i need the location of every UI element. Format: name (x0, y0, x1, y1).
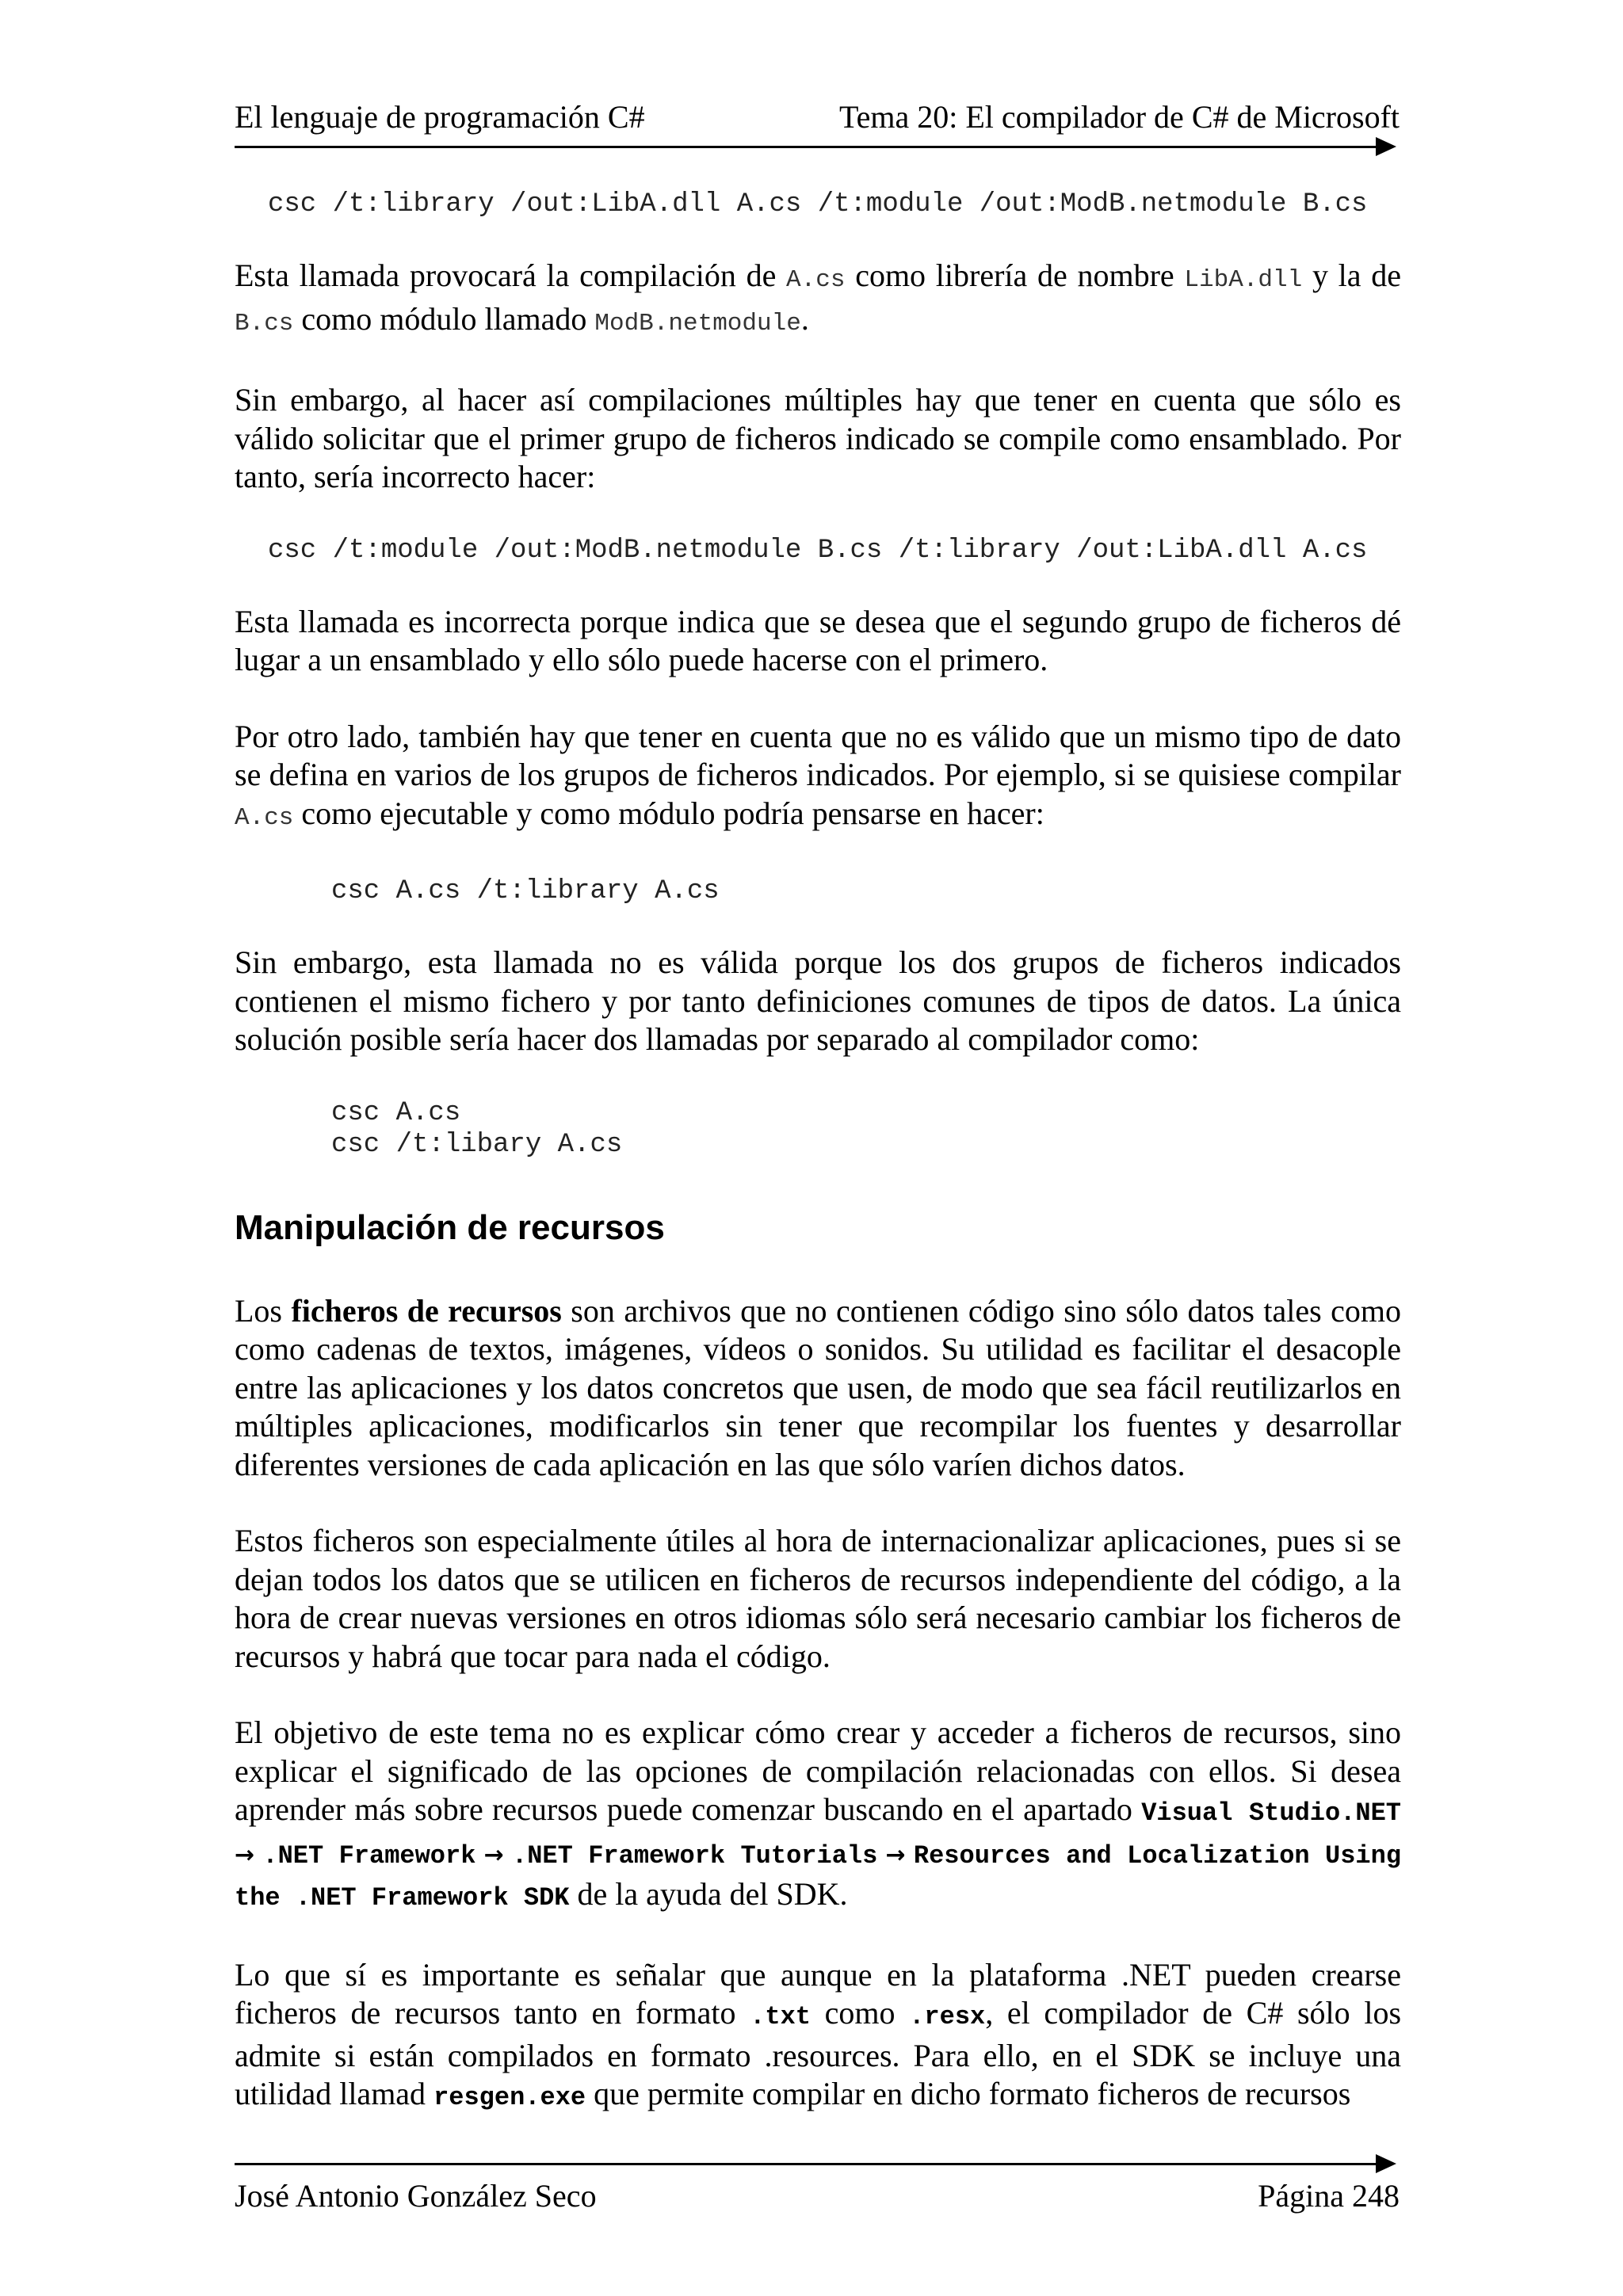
code-block-2: csc /t:module /out:ModB.netmodule B.cs /t:library /out:LibA.dll A.cs (268, 535, 1368, 566)
header-arrow-icon (1376, 137, 1396, 156)
code-block-4: csc A.cs csc /t:libary A.cs (331, 1097, 623, 1160)
inline-code: .resx (909, 2002, 986, 2031)
paragraph-2: Sin embargo, al hacer así compilaciones múltiples hay que tener en cuenta que sólo es válido solicitar que el primer grupo de ficheros indicado se compile como ensamblado. Por tanto, sería incorrecto hacer: (235, 382, 1401, 494)
header-rule (235, 146, 1376, 148)
menu-path-item: .NET Framework Tutorials (512, 1840, 878, 1871)
footer-rule (235, 2163, 1376, 2165)
section-heading: Manipulación de recursos (235, 1207, 665, 1247)
arrow-right-icon: → (483, 1840, 504, 1869)
menu-path-item: Visual Studio.NET (1141, 1798, 1401, 1828)
code-block-3: csc A.cs /t:library A.cs (331, 876, 720, 906)
menu-path-item: .NET Framework (262, 1840, 476, 1871)
paragraph-7: Estos ficheros son especialmente útiles al hora de internacionalizar aplicaciones, pues si se dejan todos los datos que se utilicen en ficheros de recursos independiente del código, a la hora de crear nuevas versiones en otros idiomas sólo será necesario cambiar los ficheros de recursos y habrá que tocar para nada el código. (235, 1523, 1401, 1674)
paragraph-3: Esta llamada es incorrecta porque indica que se desea que el segundo grupo de ficheros dé lugar a un ensamblado y ello sólo puede hacerse con el primero. (235, 603, 1401, 677)
arrow-right-icon: → (235, 1840, 255, 1869)
header-book-title: El lenguaje de programación C# (235, 99, 645, 135)
inline-code: LibA.dll (1184, 266, 1303, 294)
footer-author: José Antonio González Seco (235, 2178, 597, 2214)
code-block-1: csc /t:library /out:LibA.dll A.cs /t:module /out:ModB.netmodule B.cs (268, 189, 1368, 219)
paragraph-5: Sin embargo, esta llamada no es válida porque los dos grupos de ficheros indicados contienen el mismo fichero y por tanto definiciones comunes de tipos de datos. La única solución posible sería hacer dos llamadas por separado al compilador como: (235, 944, 1401, 1057)
paragraph-1: Esta llamada provocará la compilación de A.cs como librería de nombre LibA.dll y la de B.cs como módulo llamado ModB.netmodule. (235, 257, 1402, 338)
footer-page-number: Página 248 (1258, 2178, 1400, 2214)
footer-arrow-icon (1376, 2154, 1396, 2173)
inline-code: resgen.exe (433, 2083, 586, 2112)
bold-term: ficheros de recursos (291, 1292, 562, 1329)
paragraph-9: Lo que sí es importante es señalar que aunque en la plataforma .NET pueden crearse ficheros de recursos tanto en formato .txt como .resx, el compilador de C# sólo los admite si están compilados en formato .resources. Para ello, en el SDK se incluye una utilidad llamad resgen.exe que permite compilar en dicho formato ficheros de recursos (235, 1956, 1402, 2112)
page-body (235, 189, 1401, 2156)
inline-code: A.cs (235, 803, 294, 832)
paragraph-8: El objetivo de este tema no es explicar cómo crear y acceder a ficheros de recursos, sino explicar el significado de las opciones de compilación relacionadas con ellos. Si desea aprender más sobre recursos puede comenzar buscando en el apartado Visual Studio.NET → .NET Framework → .NET Framework Tutorials → Resources and Localization Using the .NET Framework SDK de la ayuda del SDK. (235, 1714, 1402, 1913)
paragraph-4: Por otro lado, también hay que tener en cuenta que no es válido que un mismo tipo de dato se defina en varios de los grupos de ficheros indicados. Por ejemplo, si se quisiese compilar A.cs como ejecutable y como módulo podría pensarse en hacer: (235, 718, 1401, 832)
inline-code: .txt (750, 2002, 811, 2031)
paragraph-6: Los ficheros de recursos son archivos que no contienen código sino sólo datos tales como como cadenas de textos, imágenes, vídeos o sonidos. Su utilidad es facilitar el desacople entre las aplicaciones y los datos concretos que usen, de modo que sea fácil reutilizarlos en múltiples aplicaciones, modificarlos sin tener que recompilar los fuentes y desarrollar diferentes versiones de cada aplicación en las que sólo varíen dichos datos. (235, 1292, 1401, 1482)
inline-code: B.cs (235, 309, 294, 338)
inline-code: A.cs (786, 266, 846, 294)
inline-code: ModB.netmodule (594, 309, 801, 338)
arrow-right-icon: → (885, 1840, 906, 1869)
menu-path-item: Resources and Localization Using the .NET Framework SDK (235, 1840, 1402, 1913)
header-chapter-title: Tema 20: El compilador de C# de Microsoft (838, 99, 1400, 135)
